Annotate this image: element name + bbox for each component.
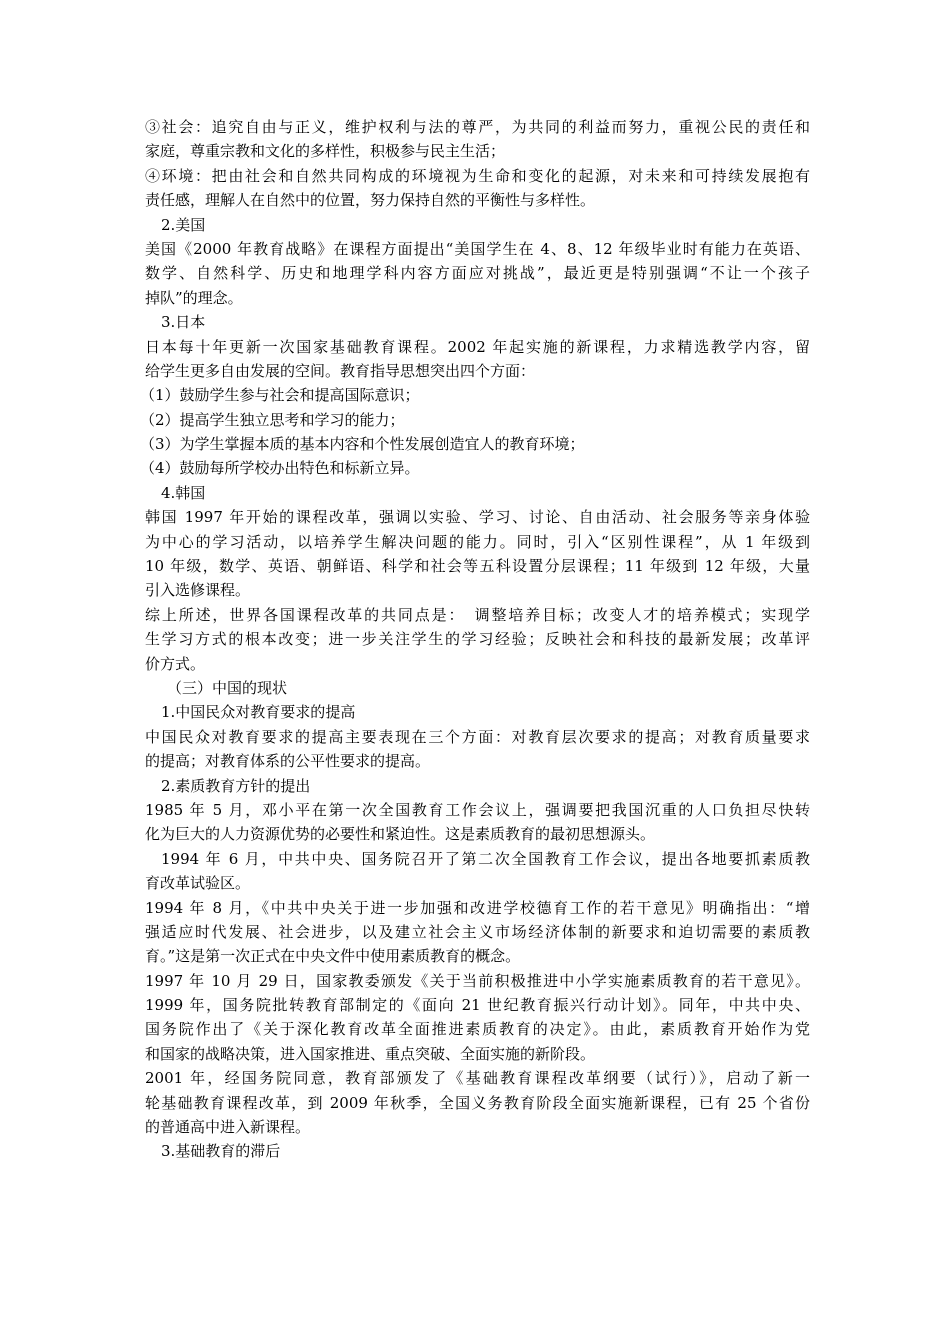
text-line: 1994 年 6 月，中共中央、国务院召开了第二次全国教育工作会议，提出各地要抓素质教 <box>161 849 810 868</box>
text-line: 的提高；对教育体系的公平性要求的提高。 <box>145 752 431 771</box>
text-line: 强适应时代发展、社会进步，以及建立社会主义市场经济体制的新要求和迫切需要的素质教 <box>145 922 810 941</box>
list-item: （1）鼓励学生参与社会和提高国际意识； <box>140 386 420 405</box>
text-line: 综上所述，世界各国课程改革的共同点是： 调整培养目标；改变人才的培养模式；实现学 <box>145 605 810 624</box>
text-line: ③社会：追究自由与正义，维护权利与法的尊严，为共同的利益而努力，重视公民的责任和 <box>145 118 810 136</box>
text-line: 轮基础教育课程改革，到 2009 年秋季，全国义务教育阶段全面实施新课程，已有 25 个省份 <box>145 1093 810 1112</box>
text-line: 日本每十年更新一次国家基础教育课程。2002 年起实施的新课程，力求精选教学内容，留 <box>145 337 810 356</box>
text-line: 数学、自然科学、历史和地理学科内容方面应对挑战”，最近更是特别强调“不让一个孩子 <box>145 264 810 283</box>
document-page <box>140 115 810 1164</box>
list-item: （2）提高学生独立思考和学习的能力； <box>140 410 405 429</box>
text-line: 化为巨大的人力资源优势的必要性和紧迫性。这是素质教育的最初思想源头。 <box>145 825 656 844</box>
text-line: 和国家的战略决策，进入国家推进、重点突破、全面实施的新阶段。 <box>145 1044 596 1063</box>
text-line: 给学生更多自由发展的空间。教育指导思想突出四个方面： <box>145 361 536 380</box>
list-item: （3）为学生掌握本质的基本内容和个性发展创造宜人的教育环境； <box>140 435 585 454</box>
text-line: 育。”这是第一次正式在中央文件中使用素质教育的概念。 <box>145 947 521 966</box>
text-line: 责任感，理解人在自然中的位置，努力保持自然的平衡性与多样性。 <box>145 191 596 210</box>
text-line: 的普通高中进入新课程。 <box>145 1118 311 1137</box>
section-heading: 1.中国民众对教育要求的提高 <box>161 703 356 722</box>
section-heading: 2.美国 <box>161 215 206 234</box>
section-heading: 3.日本 <box>161 313 206 332</box>
section-heading: 4.韩国 <box>161 483 206 502</box>
text-line: 中国民众对教育要求的提高主要表现在三个方面：对教育层次要求的提高；对教育质量要求 <box>145 727 810 746</box>
text-line: 为中心的学习活动，以培养学生解决问题的能力。同时，引入“区别性课程”，从 1 年级到 <box>145 532 810 551</box>
text-line: 韩国 1997 年开始的课程改革，强调以实验、学习、讨论、自由活动、社会服务等亲身体验 <box>145 508 810 527</box>
list-item: （4）鼓励每所学校办出特色和标新立异。 <box>140 459 420 478</box>
text-line: 引入选修课程。 <box>145 581 251 600</box>
text-line: 国务院作出了《关于深化教育改革全面推进素质教育的决定》。由此，素质教育开始作为党 <box>145 1020 810 1039</box>
section-heading: 3.基础教育的滞后 <box>161 1142 281 1161</box>
text-line: 2001 年，经国务院同意，教育部颁发了《基础教育课程改革纲要（试行）》，启动了新一 <box>145 1069 810 1088</box>
text-line: 10 年级，数学、英语、朝鲜语、科学和社会等五科设置分层课程；11 年级到 12 年级，大量 <box>145 557 810 576</box>
text-line: ④环境：把由社会和自然共同构成的环境视为生命和变化的起源，对未来和可持续发展抱有 <box>145 166 810 185</box>
text-line: 家庭，尊重宗教和文化的多样性，积极参与民主生活； <box>145 142 506 161</box>
text-line: 1985 年 5 月，邓小平在第一次全国教育工作会议上，强调要把我国沉重的人口负担尽快转 <box>145 800 810 819</box>
section-heading: （三）中国的现状 <box>167 678 288 697</box>
text-line: 价方式。 <box>145 654 206 673</box>
text-line: 掉队”的理念。 <box>145 288 243 307</box>
text-line: 育改革试验区。 <box>145 874 251 893</box>
text-line: 美国《2000 年教育战略》在课程方面提出“美国学生在 4、8、12 年级毕业时有能力在英语、 <box>145 239 810 258</box>
text-line: 1994 年 8 月，《中共中央关于进一步加强和改进学校德育工作的若干意见》明确指出：“增 <box>145 898 810 917</box>
text-line: 1999 年，国务院批转教育部制定的《面向 21 世纪教育振兴行动计划》。同年，中共中央、 <box>145 996 810 1015</box>
section-heading: 2.素质教育方针的提出 <box>161 776 311 795</box>
text-line: 1997 年 10 月 29 日，国家教委颁发《关于当前积极推进中小学实施素质教育的若干意见》。 <box>145 971 810 990</box>
text-line: 生学习方式的根本改变；进一步关注学生的学习经验；反映社会和科技的最新发展；改革评 <box>145 630 810 649</box>
